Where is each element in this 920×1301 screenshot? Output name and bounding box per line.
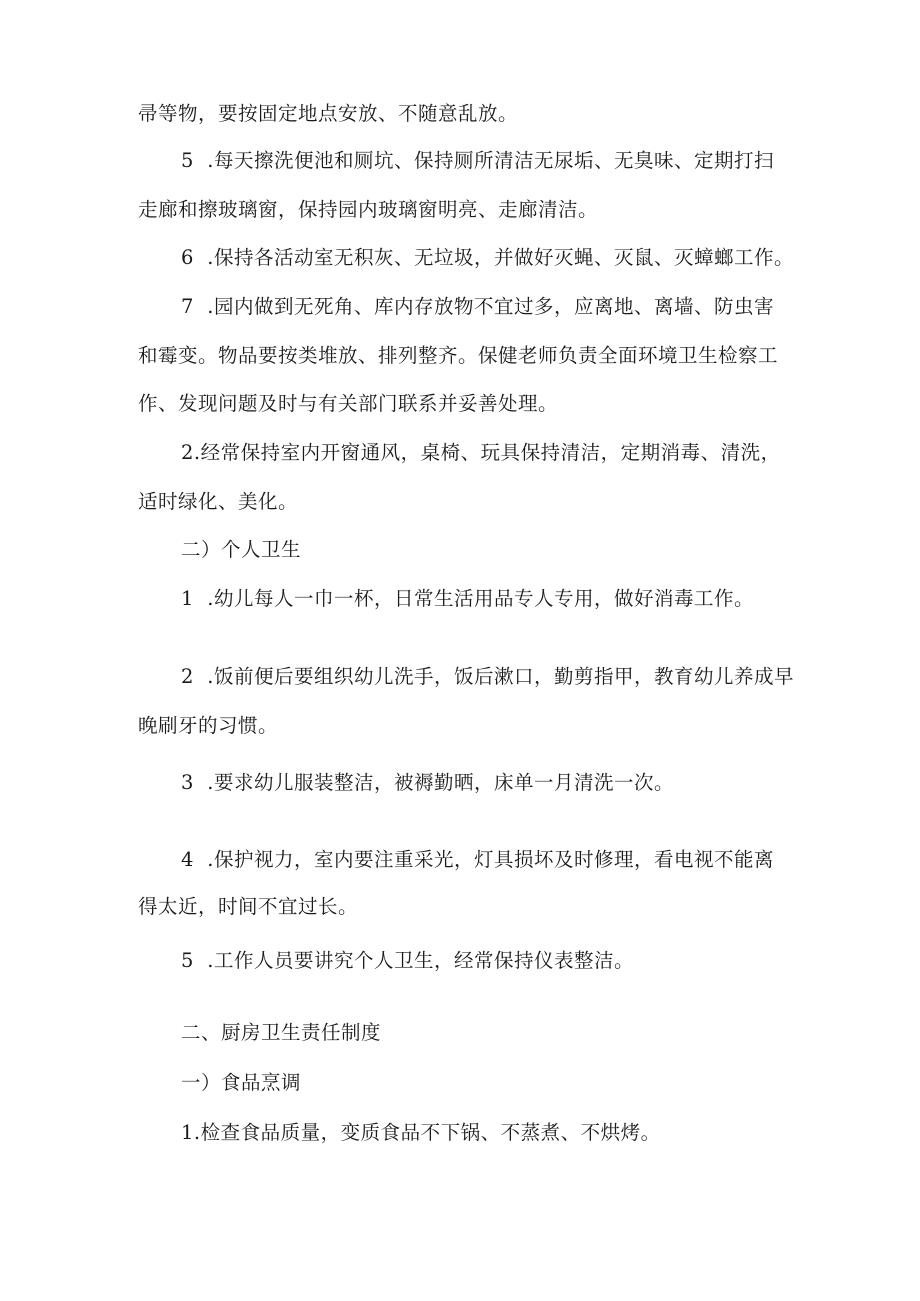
personal-item-4-line-1: 4 .保护视力，室内要注重采光，灯具损坏及时修理，看电视不能离 xyxy=(181,848,775,871)
list-item-7-line-2: 和霉变。物品要按类堆放、排列整齐。保健老师负责全面环境卫生检察工 xyxy=(138,344,779,367)
list-item-2-ventilation-line-1: 2.经常保持室内开窗通风，桌椅、玩具保持清洁，定期消毒、清洗， xyxy=(181,441,781,464)
personal-item-1: 1 .幼儿每人一巾一杯，日常生活用品专人专用，做好消毒工作。 xyxy=(181,587,755,610)
personal-item-2-line-2: 晚刷牙的习惯。 xyxy=(138,714,279,737)
section-heading-kitchen: 二、厨房卫生责任制度 xyxy=(181,1021,382,1044)
list-item-5-line-1: 5 .每天擦洗便池和厕坑、保持厕所清洁无尿垢、无臭味、定期打扫 xyxy=(181,149,775,172)
section-heading-personal-hygiene: 二）个人卫生 xyxy=(181,538,302,561)
text-line-continuation: 帚等物，要按固定地点安放、不随意乱放。 xyxy=(138,102,519,125)
list-item-6: 6 .保持各活动室无积灰、无垃圾，并做好灭蝇、灭鼠、灭蟑螂工作。 xyxy=(181,246,795,269)
list-item-7-line-3: 作、发现问题及时与有关部门联系并妥善处理。 xyxy=(138,392,559,415)
list-item-2-ventilation-line-2: 适时绿化、美化。 xyxy=(138,490,299,513)
subsection-heading-food-cooking: 一）食品烹调 xyxy=(181,1071,302,1094)
personal-item-3: 3 .要求幼儿服装整洁，被褥勤晒，床单一月清洗一次。 xyxy=(181,771,675,794)
list-item-5-line-2: 走廊和擦玻璃窗，保持园内玻璃窗明亮、走廊清洁。 xyxy=(138,198,599,221)
personal-item-5: 5 .工作人员要讲究个人卫生，经常保持仪表整洁。 xyxy=(181,949,635,972)
list-item-7-line-1: 7 .园内做到无死角、库内存放物不宜过多，应离地、离墙、防虫害 xyxy=(181,295,775,318)
personal-item-2-line-1: 2 .饭前便后要组织幼儿洗手，饭后漱口，勤剪指甲，教育幼儿养成早 xyxy=(181,665,795,688)
personal-item-4-line-2: 得太近，时间不宜过长。 xyxy=(138,895,359,918)
kitchen-item-1: 1.检查食品质量，变质食品不下锅、不蒸煮、不烘烤。 xyxy=(181,1121,661,1144)
